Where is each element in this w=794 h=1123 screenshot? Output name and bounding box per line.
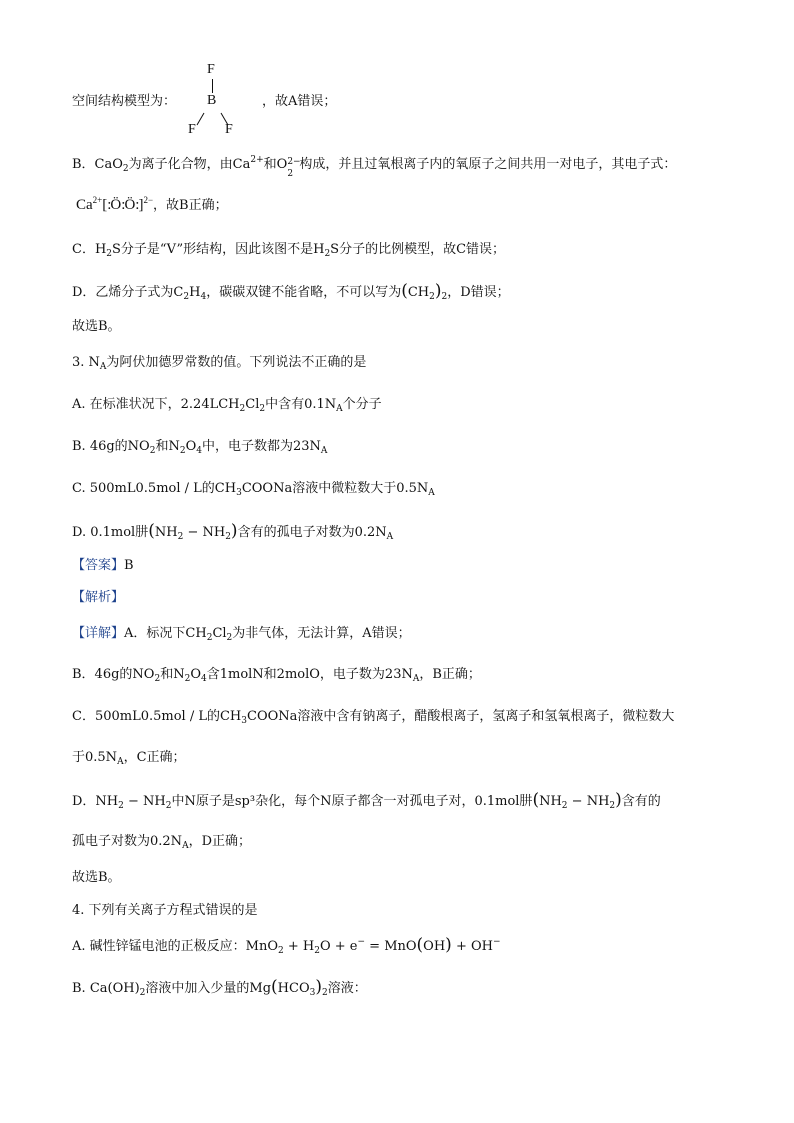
bf3-left-f: F xyxy=(188,122,196,137)
q3-answer: 【答案】B xyxy=(72,558,134,573)
q3-option-c: C. 500mL0.5mol / L的$CH_3COONa$溶液中微粒数大于$0.5N_A$ xyxy=(72,481,435,498)
q4-option-b: B. $Ca(OH)_2$溶液中加入少量的$Mg(HCO_3)_2$溶液： xyxy=(72,977,367,998)
q3-explain-a: 【详解】A．标况下$CH_2Cl_2$为非气体，无法计算，A错误； xyxy=(72,626,411,643)
q2-option-d: D．乙烯分子式为$C_2H_4$，碳碳双键不能省略，不可以写为$(CH_2)_2$，D错误； xyxy=(72,281,510,302)
q3-conclusion: 故选B。 xyxy=(72,870,121,885)
q3-explain-d: D．$NH_2 - NH_2$中N原子是sp³杂化，每个N原子都含一对孤电子对，0.1mol肼$(NH_2 - NH_2)$含有的 xyxy=(72,790,661,811)
q3-stem: 3. $N_A$为阿伏加德罗常数的值。下列说法不正确的是 xyxy=(72,355,367,372)
q2-electron-formula: $Ca^{2+}[:Ö:Ö:]^{2-}$，故B正确； xyxy=(76,195,228,213)
bf3-bond-top xyxy=(212,79,213,93)
bf3-center-b: B xyxy=(207,93,217,108)
bf3-structure-model xyxy=(180,62,250,140)
q4-stem: 4. 下列有关离子方程式错误的是 xyxy=(72,903,258,918)
q2-conclusion: 故选B。 xyxy=(72,319,121,334)
q3-explain-c2: 于$0.5N_A$，C正确； xyxy=(72,750,186,767)
q3-explain-b: B．46g的$NO_2$和$N_2O_4$含1molN和2molO，电子数为$23N_A$，B正确； xyxy=(72,667,481,684)
bf3-top-f: F xyxy=(207,62,215,77)
q3-explain-c: C．500mL0.5mol / L的$CH_3COONa$溶液中含有钠离子，醋酸根离子，氢离子和氢氧根离子，微粒数大 xyxy=(72,709,675,726)
q3-option-a: A. 在标准状况下，$2.24LCH_2Cl_2$中含有$0.1N_A$个分子 xyxy=(72,397,382,414)
bf3-right-f: F xyxy=(225,122,233,137)
q3-analysis-tag: 【解析】 xyxy=(72,590,125,605)
q2-option-b-line1: B．CaO$_2$为离子化合物，由$Ca^{2+}$和O 2− 2 构成，并且过氧根离子内的氧原子之间共用一对电子，其电子式： xyxy=(72,155,677,179)
q2-structure-line: 空间结构模型为： xyxy=(72,94,177,109)
q3-explain-d2: 孤电子对数为$0.2N_A$，D正确； xyxy=(72,834,251,851)
q3-option-d: D. 0.1mol肼$(NH_2 - NH_2)$含有的孤电子对数为$0.2N_A$ xyxy=(72,521,394,542)
bf3-bond-left xyxy=(197,113,205,126)
q2-option-c: C．$H_2S$分子是“V”形结构，因此该图不是$H_2S$分子的比例模型，故C错误； xyxy=(72,242,506,259)
q2-structure-tail: ，故A错误； xyxy=(262,94,337,109)
q4-option-a: A. 碱性锌锰电池的正极反应：$MnO_2 + H_2O + e^- = MnO(OH) + OH^-$ xyxy=(72,935,501,956)
q3-option-b: B. 46g的$NO_2$和$N_2O_4$中，电子数都为$23N_A$ xyxy=(72,439,328,456)
